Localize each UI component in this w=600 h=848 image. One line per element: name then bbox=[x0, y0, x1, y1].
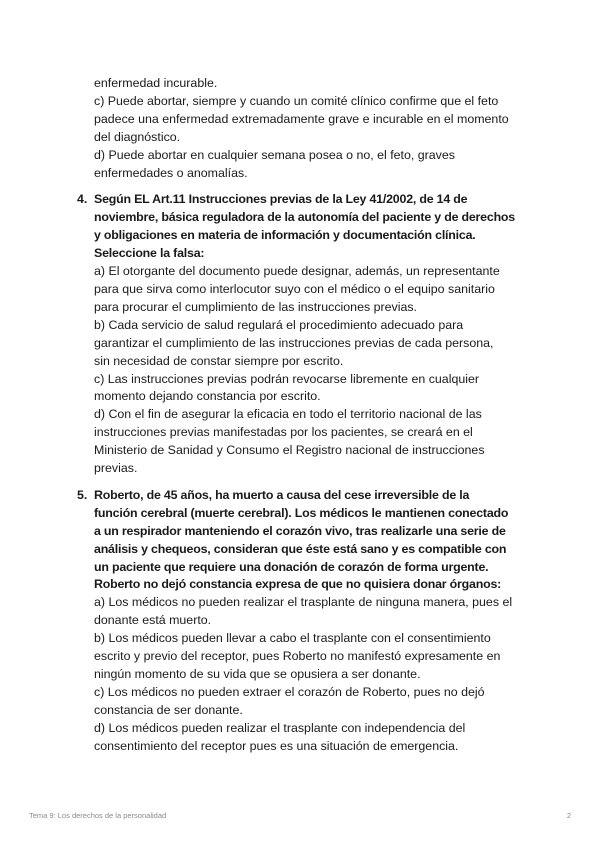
option-line: c) Las instrucciones previas podrán revocarse libremente en cualquier bbox=[94, 371, 479, 386]
text-line: del diagnóstico. bbox=[94, 129, 181, 144]
stem-line: Según EL Art.11 Instrucciones previas de la Ley 41/2002, de 14 de bbox=[94, 192, 468, 207]
option-line: ningún momento de su vida que se opusiera a ser donante. bbox=[94, 667, 421, 681]
option-line: d) Con el fin de asegurar la eficacia en todo el territorio nacional de las bbox=[94, 407, 482, 422]
text-line: enfermedades o anomalías. bbox=[94, 165, 248, 180]
question-number: 4. bbox=[77, 192, 88, 207]
option-line: d) Los médicos pueden realizar el trasplante con independencia del bbox=[94, 720, 466, 735]
option-line: para que sirva como interlocutor suyo con el médico o el equipo sanitario bbox=[94, 281, 495, 296]
answer-options bbox=[94, 263, 534, 478]
option-line: sin necesidad de constar siempre por escrito. bbox=[94, 353, 344, 368]
stem-line: y obligaciones en materia de información y documentación clínica. bbox=[94, 228, 476, 243]
stem-line: función cerebral (muerte cerebral). Los médicos le mantienen conectado bbox=[94, 505, 509, 520]
option-line: constancia de ser donante. bbox=[94, 702, 243, 717]
stem-line: a un respirador manteniendo el corazón vivo, tras realizarle una serie de bbox=[94, 523, 506, 538]
stem-line: Roberto, de 45 años, ha muerto a causa del cese irreversible de la bbox=[94, 487, 470, 502]
footer-title: Tema 9: Los derechos de la personalidad bbox=[29, 811, 167, 820]
page-content bbox=[77, 75, 534, 756]
text-line: c) Puede abortar, siempre y cuando un comité clínico confirme que el feto bbox=[94, 93, 499, 108]
question-stem bbox=[94, 487, 534, 594]
stem-line: análisis y chequeos, consideran que éste está sano y es compatible con bbox=[94, 541, 507, 556]
option-line: a) El otorgante del documento puede designar, además, un representante bbox=[94, 264, 500, 279]
option-line: c) Los médicos no pueden extraer el corazón de Roberto, pues no dejó bbox=[94, 684, 485, 699]
option-line: instrucciones previas manifestadas por los pacientes, se creará en el bbox=[94, 425, 473, 440]
page-number: 2 bbox=[566, 811, 571, 820]
previous-question-continuation bbox=[94, 75, 534, 182]
stem-line: noviembre, básica reguladora de la autonomía del paciente y de derechos bbox=[94, 210, 515, 225]
answer-options bbox=[94, 594, 534, 755]
question-stem bbox=[94, 191, 534, 263]
option-line: para procurar el cumplimiento de las instrucciones previas. bbox=[94, 299, 417, 314]
option-line: previas. bbox=[94, 461, 138, 476]
option-line: momento dejando constancia por escrito. bbox=[94, 389, 321, 404]
option-line: escrito y previo del receptor, pues Roberto no manifestó expresamente en bbox=[94, 649, 501, 664]
question-number: 5. bbox=[77, 487, 88, 502]
question-5 bbox=[77, 487, 534, 756]
option-line: a) Los médicos no pueden realizar el trasplante de ninguna manera, pues el bbox=[94, 595, 513, 610]
page-footer bbox=[29, 811, 571, 820]
text-line: padece una enfermedad extremadamente grave e incurable en el momento bbox=[94, 111, 509, 126]
stem-line: un paciente que requiere una donación de corazón de forma urgente. bbox=[94, 559, 489, 574]
option-line: b) Cada servicio de salud regulará el procedimiento adecuado para bbox=[94, 317, 464, 332]
stem-line: Seleccione la falsa: bbox=[94, 246, 205, 261]
option-line: garantizar el cumplimiento de las instrucciones previas de cada persona, bbox=[94, 335, 494, 350]
option-line: Ministerio de Sanidad y Consumo el Registro nacional de instrucciones bbox=[94, 443, 485, 458]
option-line: consentimiento del receptor pues es una situación de emergencia. bbox=[94, 738, 459, 753]
stem-line: Roberto no dejó constancia expresa de que no quisiera donar órganos: bbox=[94, 577, 502, 592]
text-line: enfermedad incurable. bbox=[94, 76, 218, 90]
option-line: donante está muerto. bbox=[94, 613, 212, 628]
text-line: d) Puede abortar en cualquier semana posea o no, el feto, graves bbox=[94, 147, 455, 162]
question-4 bbox=[77, 191, 534, 478]
option-line: b) Los médicos pueden llevar a cabo el trasplante con el consentimiento bbox=[94, 631, 491, 646]
